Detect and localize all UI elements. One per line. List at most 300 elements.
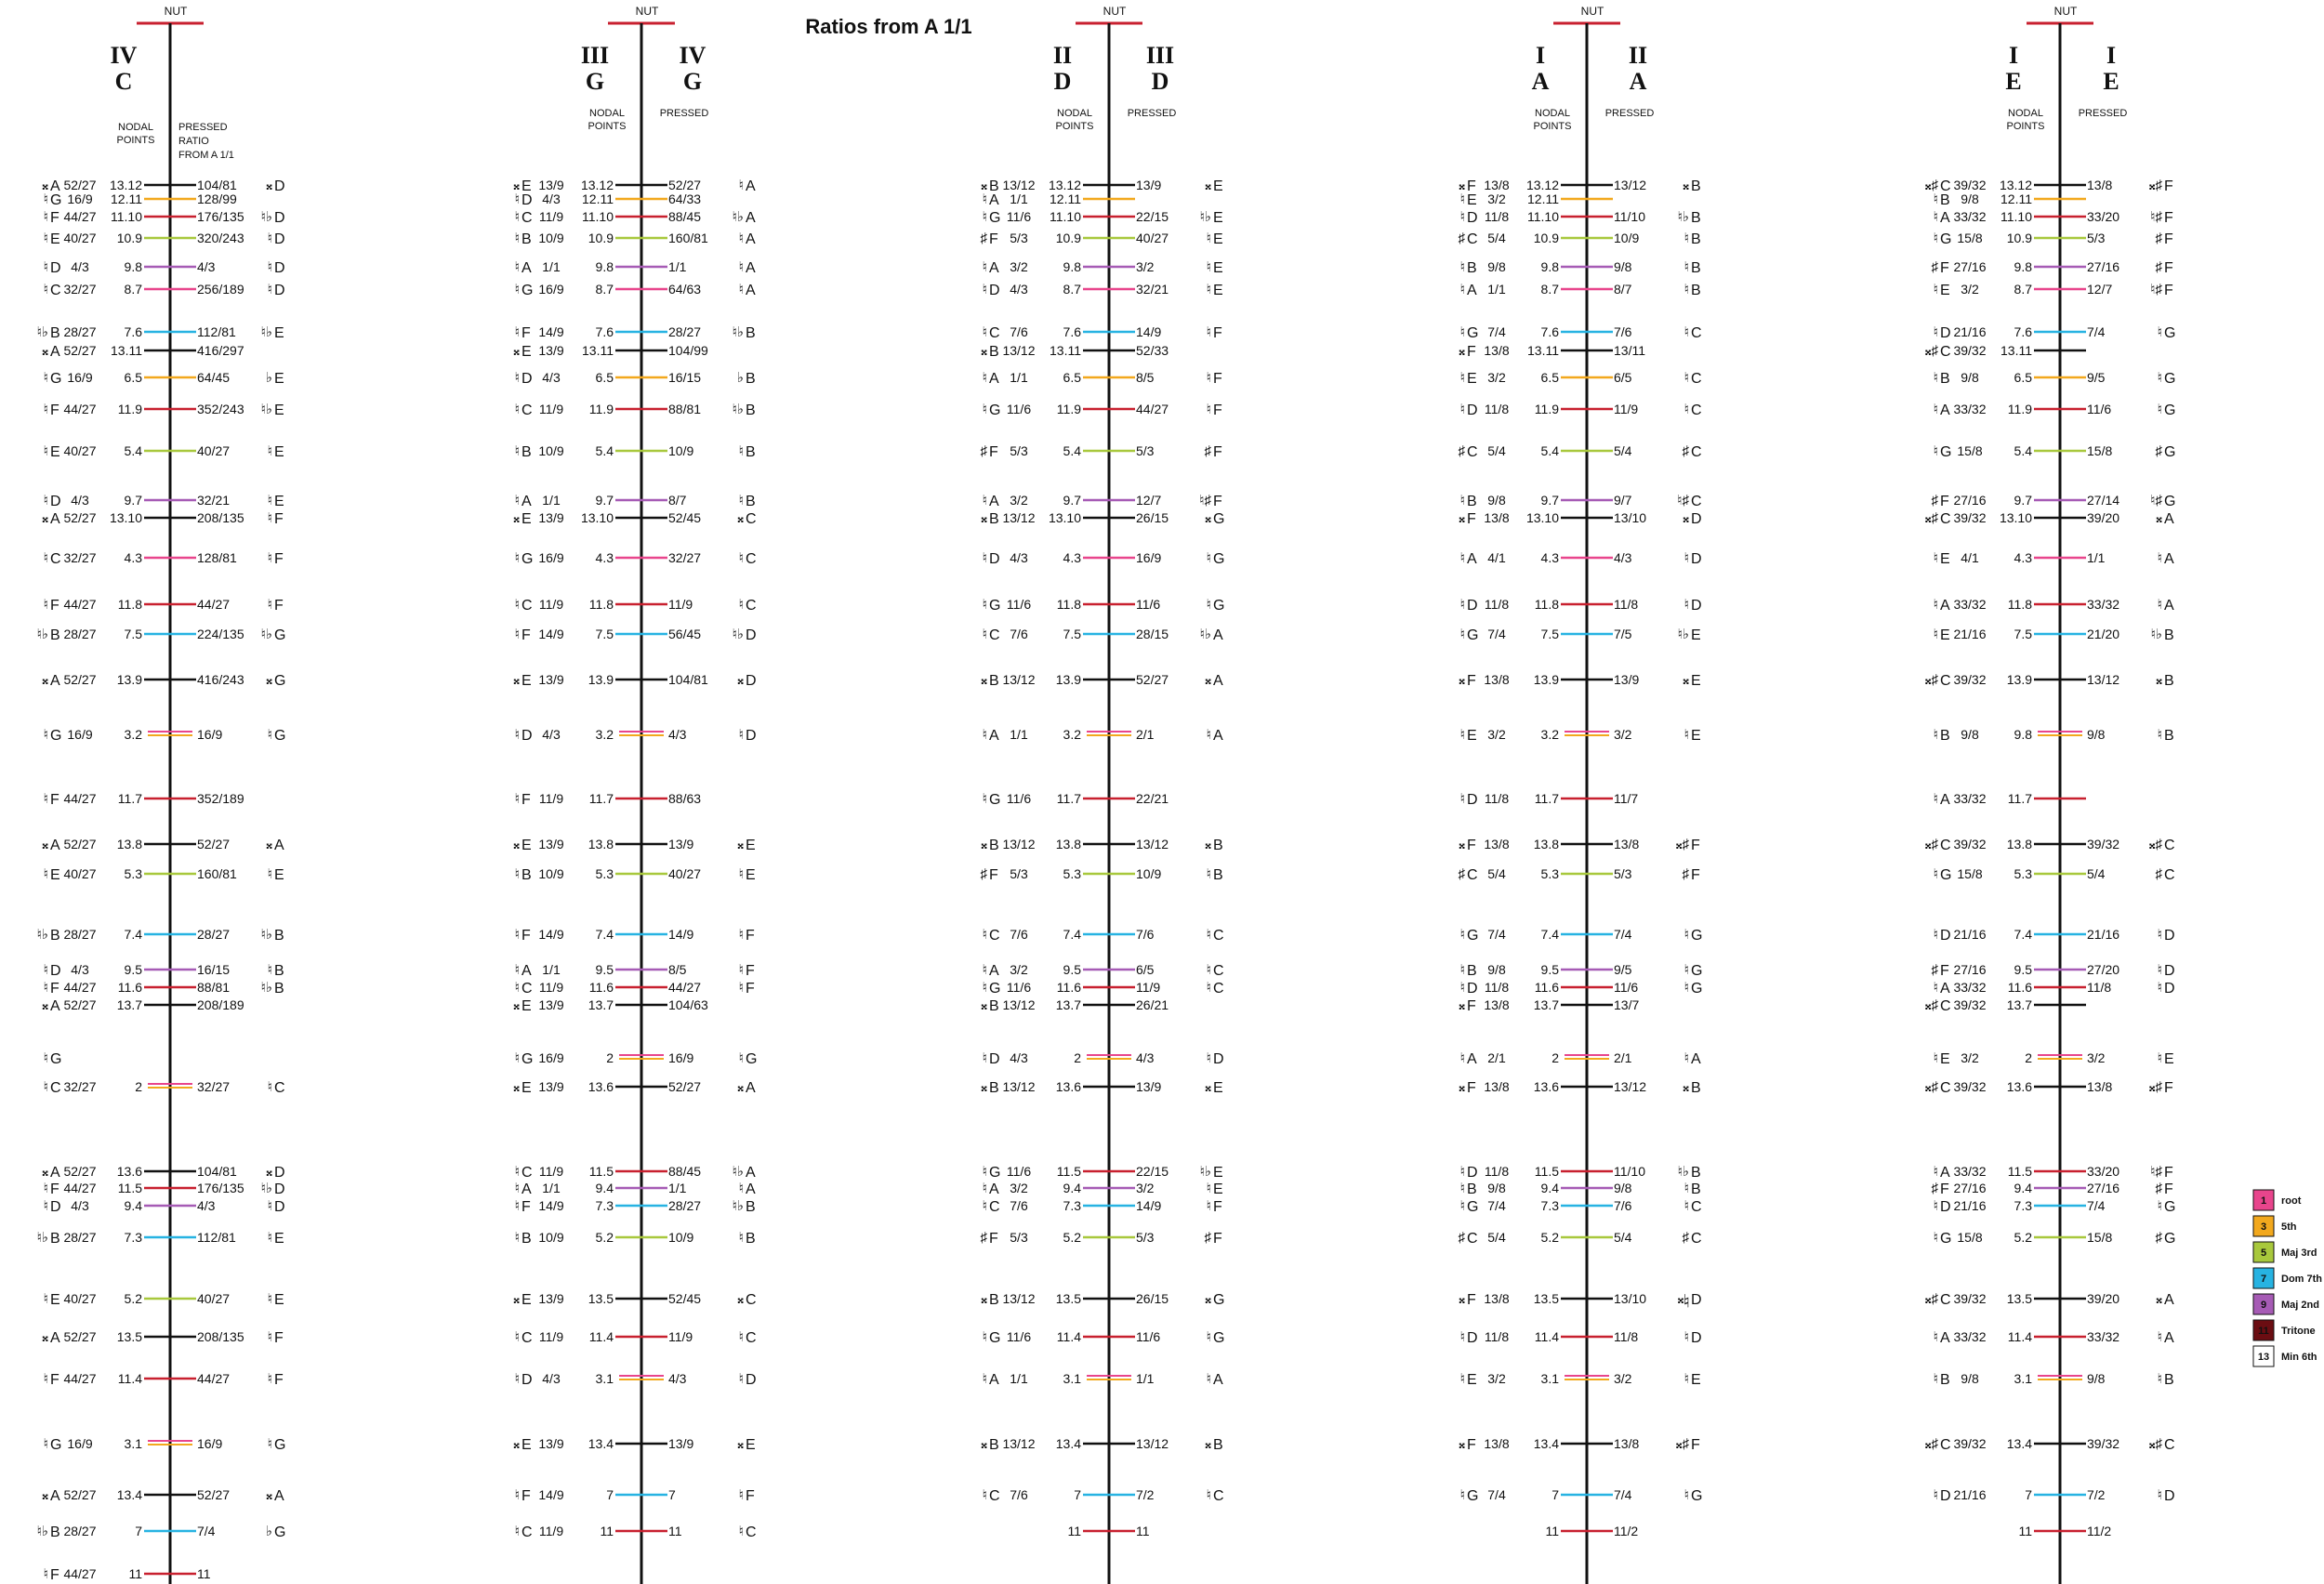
pressed-ratio: 32/21 xyxy=(197,493,231,508)
nodal-row xyxy=(513,343,708,360)
left-accidental: ♮ xyxy=(1933,231,1938,246)
left-note: G xyxy=(989,210,1001,226)
nodal-row xyxy=(981,997,1169,1014)
left-accidental: ♮ xyxy=(43,1566,48,1582)
pressed-ratio: 11/2 xyxy=(2087,1524,2112,1538)
nodal-row xyxy=(983,1371,1223,1388)
nodal-point: 13.11 xyxy=(2000,343,2032,358)
right-note: E xyxy=(2164,1051,2174,1067)
left-accidental: 𝄪♯ xyxy=(1924,510,1938,526)
nodal-row xyxy=(983,962,1224,979)
left-note: E xyxy=(50,444,60,460)
open-string-ratio: 11/9 xyxy=(538,209,564,224)
open-string-ratio: 13/12 xyxy=(1002,510,1036,525)
nodal-point: 7.6 xyxy=(2014,324,2032,339)
right-accidental: ♮ xyxy=(1684,927,1689,943)
nodal-row xyxy=(515,1487,755,1504)
left-accidental: 𝄪 xyxy=(1459,510,1465,526)
nodal-row xyxy=(983,597,1225,614)
nodal-point: 7.5 xyxy=(1063,627,1081,641)
nodal-point: 3.1 xyxy=(1063,1371,1081,1386)
nodal-row xyxy=(1934,1230,2176,1247)
left-note: F xyxy=(50,1567,59,1583)
open-string-ratio: 4/3 xyxy=(71,962,89,977)
pressed-ratio: 13/8 xyxy=(1614,1436,1640,1451)
left-note: F xyxy=(50,792,59,808)
pressed-ratio: 11/6 xyxy=(2087,402,2112,416)
pressed-ratio: 88/45 xyxy=(668,209,702,224)
nodal-row xyxy=(37,1524,286,1540)
left-string-letter: E xyxy=(2005,68,2022,95)
right-accidental: ♮ xyxy=(267,597,272,613)
nodal-point: 10.9 xyxy=(588,231,614,245)
left-accidental: 𝄪 xyxy=(42,672,48,688)
nodal-point: 5.3 xyxy=(595,866,614,881)
right-note: B xyxy=(746,1231,756,1247)
nodal-point: 9.4 xyxy=(2014,1181,2032,1195)
pressed-ratio: 9/5 xyxy=(2087,370,2106,385)
nodal-point: 7.5 xyxy=(2014,627,2032,641)
open-string-ratio: 11/9 xyxy=(538,1329,564,1344)
nodal-points-header: NODAL xyxy=(589,108,625,119)
nodal-row xyxy=(983,191,1135,208)
left-accidental: ♮ xyxy=(1933,791,1938,807)
right-accidental: ♮ xyxy=(1206,1487,1211,1503)
right-note: C xyxy=(746,511,757,527)
right-accidental: ♮ xyxy=(2157,550,2162,566)
open-string-ratio: 52/27 xyxy=(63,1329,97,1344)
left-note: F xyxy=(989,1231,998,1247)
right-note: G xyxy=(2164,1231,2176,1247)
pressed-ratio: 64/63 xyxy=(668,282,702,297)
open-string-ratio: 9/8 xyxy=(1961,1371,1979,1386)
right-note: D xyxy=(1213,1051,1224,1067)
open-string-ratio: 13/8 xyxy=(1484,672,1510,687)
open-string-ratio: 11/6 xyxy=(1006,1329,1032,1344)
left-accidental: ♯ xyxy=(1931,493,1938,508)
right-note: B xyxy=(1213,1437,1223,1453)
open-string-ratio: 10/9 xyxy=(538,866,564,881)
right-note: F xyxy=(2164,231,2173,247)
right-note: B xyxy=(746,494,756,509)
right-accidental: 𝄪 xyxy=(2156,1291,2162,1307)
left-note: B xyxy=(1940,371,1950,387)
nodal-row xyxy=(1932,493,2176,509)
left-accidental: ♮ xyxy=(43,1181,48,1196)
nodal-point: 5.3 xyxy=(2014,866,2032,881)
pressed-ratio: 320/243 xyxy=(197,231,244,245)
right-note: D xyxy=(274,283,285,298)
left-accidental: 𝄪 xyxy=(1459,672,1465,688)
nodal-point: 7.5 xyxy=(124,627,142,641)
right-accidental: 𝄪 xyxy=(1205,1079,1211,1095)
nodal-point: 11 xyxy=(600,1524,614,1538)
right-note: C xyxy=(2164,838,2175,853)
left-note: E xyxy=(522,344,532,360)
open-string-ratio: 11/9 xyxy=(538,980,564,995)
pressed-ratio: 4/3 xyxy=(1614,550,1632,565)
right-note: E xyxy=(746,867,756,883)
left-note: D xyxy=(1467,981,1478,997)
left-note: A xyxy=(50,511,60,527)
right-accidental: ♮ xyxy=(738,1487,744,1503)
left-accidental: ♮ xyxy=(982,962,987,978)
left-accidental: ♮ xyxy=(43,443,48,459)
open-string-ratio: 13/8 xyxy=(1484,1079,1510,1094)
left-accidental: ♮ xyxy=(982,1198,987,1214)
nodal-row xyxy=(515,282,756,298)
nodal-row xyxy=(44,1291,284,1308)
left-note: G xyxy=(1467,1488,1479,1504)
pressed-ratio: 32/21 xyxy=(1136,282,1169,297)
right-note: C xyxy=(1691,1199,1702,1215)
left-note: C xyxy=(1940,838,1951,853)
left-note: F xyxy=(522,1199,531,1215)
left-note: F xyxy=(50,1372,59,1388)
nodal-point: 5.2 xyxy=(1063,1230,1081,1245)
pressed-ratio: 112/81 xyxy=(197,1230,236,1245)
open-string-ratio: 44/27 xyxy=(63,980,97,995)
left-accidental: ♮ xyxy=(982,282,987,297)
right-accidental: ♮♭ xyxy=(732,209,744,225)
string-panel-1 xyxy=(37,5,286,1584)
right-note: D xyxy=(274,260,285,276)
open-string-ratio: 52/27 xyxy=(63,510,97,525)
left-note: D xyxy=(522,371,533,387)
pressed-ratio: 52/33 xyxy=(1136,343,1169,358)
left-accidental: ♮ xyxy=(43,791,48,807)
right-string-numeral: I xyxy=(2106,42,2117,69)
left-note: C xyxy=(989,1488,1000,1504)
open-string-ratio: 52/27 xyxy=(63,1164,97,1179)
left-note: A xyxy=(989,494,999,509)
nodal-point: 13.10 xyxy=(1999,510,2032,525)
left-note: D xyxy=(1467,403,1478,418)
nodal-point: 13.10 xyxy=(580,510,614,525)
nodal-point: 11.6 xyxy=(117,980,142,995)
right-accidental: ♮ xyxy=(1684,402,1689,417)
nodal-row xyxy=(44,1436,286,1453)
nodal-row xyxy=(42,343,244,360)
left-note: F xyxy=(989,231,998,247)
nodal-point: 9.4 xyxy=(1063,1181,1081,1195)
left-accidental: 𝄪 xyxy=(42,1329,48,1345)
left-note: C xyxy=(522,210,533,226)
nodal-point: 13.11 xyxy=(111,343,142,358)
pressed-header: PRESSED xyxy=(659,108,709,119)
left-accidental: ♮ xyxy=(43,493,48,508)
open-string-ratio: 4/3 xyxy=(71,259,89,274)
nodal-point: 7.6 xyxy=(1063,324,1081,339)
right-note: F xyxy=(1213,325,1222,341)
nodal-row xyxy=(1925,837,2175,853)
left-note: C xyxy=(522,981,533,997)
right-accidental: ♮ xyxy=(1206,324,1211,340)
left-accidental: ♮ xyxy=(514,402,520,417)
nodal-point: 13.6 xyxy=(116,1164,142,1179)
right-note: C xyxy=(2164,1437,2175,1453)
pressed-ratio: 56/45 xyxy=(668,627,702,641)
left-accidental: ♮ xyxy=(1459,1164,1465,1180)
pressed-ratio: 11 xyxy=(197,1566,211,1581)
nodal-row xyxy=(983,324,1222,341)
left-note: F xyxy=(1940,963,1949,979)
open-string-ratio: 39/32 xyxy=(1953,837,1987,851)
open-string-ratio: 44/27 xyxy=(63,791,97,806)
left-accidental: ♮ xyxy=(1459,209,1465,225)
right-accidental: ♮ xyxy=(1684,1487,1689,1503)
right-accidental: ♮ xyxy=(1684,1371,1689,1387)
pressed-ratio: 12/7 xyxy=(2087,282,2113,297)
pressed-ratio: 44/27 xyxy=(197,597,231,612)
pressed-ratio: 14/9 xyxy=(668,927,694,942)
right-note: F xyxy=(274,1372,284,1388)
left-note: B xyxy=(989,1292,999,1308)
right-accidental: ♮ xyxy=(2157,1371,2162,1387)
right-note: D xyxy=(746,673,757,689)
pressed-ratio: 14/9 xyxy=(1136,1198,1162,1213)
nodal-row xyxy=(44,727,286,744)
pressed-ratio: 16/9 xyxy=(197,1436,223,1451)
pressed-ratio: 13/8 xyxy=(2087,1079,2113,1094)
left-accidental: ♮ xyxy=(1459,493,1465,508)
left-accidental: ♮ xyxy=(1933,1329,1938,1345)
left-note: B xyxy=(989,344,999,360)
nodal-point: 2 xyxy=(2025,1050,2032,1065)
nodal-point: 13.4 xyxy=(2006,1436,2032,1451)
open-string-ratio: 39/32 xyxy=(1953,1291,1987,1306)
left-accidental: ♮ xyxy=(43,1079,48,1095)
open-string-ratio: 7/6 xyxy=(1010,927,1028,942)
left-accidental: ♮ xyxy=(43,1371,48,1387)
left-accidental: 𝄪 xyxy=(981,343,987,359)
left-note: E xyxy=(522,838,532,853)
legend-label: Maj 3rd xyxy=(2281,1247,2317,1259)
nut-label: NUT xyxy=(635,5,659,18)
left-accidental: ♮ xyxy=(982,1050,987,1066)
left-accidental: ♮ xyxy=(982,597,987,613)
nodal-row xyxy=(515,493,756,509)
left-note: B xyxy=(989,838,999,853)
nodal-point: 6.5 xyxy=(2014,370,2032,385)
nodal-point: 11.8 xyxy=(2007,597,2032,612)
nodal-row xyxy=(515,259,756,276)
nodal-row xyxy=(983,493,1222,509)
pressed-ratio: 11/10 xyxy=(1614,209,1645,224)
right-accidental: ♮ xyxy=(1684,324,1689,340)
open-string-ratio: 1/1 xyxy=(1487,282,1506,297)
open-string-ratio: 10/9 xyxy=(538,443,564,458)
left-accidental: ♮ xyxy=(514,1181,520,1196)
left-note: B xyxy=(522,1231,532,1247)
left-accidental: ♮ xyxy=(43,209,48,225)
nodal-row xyxy=(983,1050,1224,1067)
pressed-ratio: 7/2 xyxy=(2087,1487,2106,1502)
open-string-ratio: 11/8 xyxy=(1484,209,1510,224)
right-accidental: ♮ xyxy=(1684,1198,1689,1214)
right-accidental: 𝄪♯ xyxy=(2148,837,2162,852)
left-accidental: 𝄪 xyxy=(981,837,987,852)
nodal-point: 7.5 xyxy=(1540,627,1559,641)
right-note: F xyxy=(1691,1437,1700,1453)
right-note: F xyxy=(1213,371,1222,387)
left-accidental: 𝄪♯ xyxy=(1924,672,1938,688)
left-note: C xyxy=(50,1080,61,1096)
right-accidental: ♮ xyxy=(738,927,744,943)
open-string-ratio: 4/3 xyxy=(542,191,561,206)
open-string-ratio: 9/8 xyxy=(1487,962,1506,977)
open-string-ratio: 10/9 xyxy=(538,231,564,245)
right-note: F xyxy=(2164,210,2173,226)
right-note: B xyxy=(1213,867,1223,883)
nodal-point: 2 xyxy=(1552,1050,1559,1065)
nodal-row xyxy=(1460,282,1701,298)
nodal-point: 12.11 xyxy=(582,191,614,206)
left-note: C xyxy=(989,1199,1000,1215)
right-accidental: ♮♭ xyxy=(260,209,272,225)
nodal-point: 10.9 xyxy=(1533,231,1559,245)
nodal-point: 13.8 xyxy=(588,837,614,851)
left-accidental: ♮ xyxy=(43,402,48,417)
nodal-point: 13.9 xyxy=(2006,672,2032,687)
right-accidental: ♮ xyxy=(1206,1050,1211,1066)
right-accidental: ♮ xyxy=(267,1079,272,1095)
left-note: B xyxy=(1467,1181,1477,1197)
right-note: G xyxy=(1213,511,1225,527)
nodal-point: 7.3 xyxy=(1063,1198,1081,1213)
left-note: D xyxy=(1467,210,1478,226)
right-note: F xyxy=(2164,260,2173,276)
left-note: E xyxy=(1467,192,1477,208)
open-string-ratio: 33/32 xyxy=(1953,980,1987,995)
right-accidental: ♮ xyxy=(2157,324,2162,340)
right-note: F xyxy=(1213,1199,1222,1215)
left-accidental: ♮♭ xyxy=(36,324,48,340)
nodal-row xyxy=(983,1487,1224,1504)
nodal-point: 11.6 xyxy=(2007,980,2032,995)
left-note: E xyxy=(1940,283,1950,298)
open-string-ratio: 21/16 xyxy=(1953,1487,1987,1502)
left-note: B xyxy=(522,444,532,460)
left-note: E xyxy=(1940,627,1950,643)
open-string-ratio: 52/27 xyxy=(63,997,97,1012)
right-accidental: 𝄪 xyxy=(737,1079,744,1095)
open-string-ratio: 33/32 xyxy=(1953,597,1987,612)
pressed-ratio: 44/27 xyxy=(1136,402,1169,416)
nodal-point: 7.3 xyxy=(595,1198,614,1213)
left-accidental: 𝄪 xyxy=(513,1436,520,1452)
right-accidental: ♮♭ xyxy=(260,980,272,996)
nodal-row xyxy=(513,510,756,527)
pressed-ratio: 13/10 xyxy=(1614,510,1647,525)
left-note: A xyxy=(1940,981,1950,997)
pressed-ratio: 27/14 xyxy=(2087,493,2120,508)
legend-item xyxy=(2253,1294,2319,1314)
nodal-points-header: NODAL xyxy=(2008,108,2043,119)
nodal-point: 11.7 xyxy=(1534,791,1559,806)
nodal-row xyxy=(1934,597,2174,614)
left-note: A xyxy=(522,1181,532,1197)
left-accidental: ♮ xyxy=(43,1198,48,1214)
nodal-point: 11.6 xyxy=(588,980,614,995)
left-note: G xyxy=(1940,444,1952,460)
left-note: D xyxy=(1467,1330,1478,1346)
left-note: C xyxy=(1467,867,1478,883)
right-accidental: ♮ xyxy=(267,1198,272,1214)
open-string-ratio: 7/6 xyxy=(1010,1198,1028,1213)
open-string-ratio: 27/16 xyxy=(1953,259,1987,274)
left-note: F xyxy=(1467,1080,1476,1096)
right-accidental: ♮ xyxy=(2157,1050,2162,1066)
right-accidental: ♮ xyxy=(738,443,744,459)
nodal-point: 7.6 xyxy=(1540,324,1559,339)
pressed-ratio: 3/2 xyxy=(1136,1181,1155,1195)
left-accidental: ♮ xyxy=(514,231,520,246)
left-accidental: ♯ xyxy=(980,231,987,246)
right-note: E xyxy=(1213,1181,1223,1197)
left-note: A xyxy=(50,1165,60,1181)
nodal-row xyxy=(1925,343,2086,360)
open-string-ratio: 33/32 xyxy=(1953,1164,1987,1179)
open-string-ratio: 11/8 xyxy=(1484,402,1510,416)
pressed-ratio: 13/9 xyxy=(1614,672,1640,687)
legend-number: 7 xyxy=(2260,1274,2267,1285)
open-string-ratio: 15/8 xyxy=(1957,1230,1983,1245)
nodal-point: 5.4 xyxy=(2014,443,2032,458)
left-accidental: ♮ xyxy=(514,1371,520,1387)
left-note: F xyxy=(1467,838,1476,853)
open-string-ratio: 11/6 xyxy=(1006,980,1032,995)
nodal-row xyxy=(44,1181,285,1197)
nodal-point: 7.3 xyxy=(1540,1198,1559,1213)
left-note: C xyxy=(50,283,61,298)
nodal-point: 3.2 xyxy=(595,727,614,742)
left-string-letter: D xyxy=(1053,68,1072,95)
right-note: F xyxy=(1691,867,1700,883)
right-note: G xyxy=(1213,551,1225,567)
left-note: C xyxy=(1467,444,1478,460)
left-note: G xyxy=(522,551,534,567)
right-note: D xyxy=(1691,511,1702,527)
right-accidental: 𝄪 xyxy=(1205,837,1211,852)
open-string-ratio: 13/12 xyxy=(1002,837,1036,851)
left-accidental: ♮ xyxy=(43,866,48,882)
left-accidental: ♮ xyxy=(43,259,48,275)
open-string-ratio: 39/32 xyxy=(1953,672,1987,687)
nodal-row xyxy=(513,672,756,689)
left-note: G xyxy=(1467,928,1479,944)
left-accidental: ♮ xyxy=(514,627,520,642)
nodal-row xyxy=(983,791,1169,808)
nodal-row xyxy=(983,1164,1223,1181)
open-string-ratio: 7/4 xyxy=(1487,627,1506,641)
right-note: A xyxy=(2164,551,2174,567)
nodal-point: 9.7 xyxy=(1063,493,1081,508)
left-accidental: 𝄪 xyxy=(1459,997,1465,1013)
left-note: C xyxy=(1467,1231,1478,1247)
nodal-row xyxy=(1459,997,1639,1014)
right-accidental: ♯ xyxy=(2155,443,2162,459)
open-string-ratio: 13/9 xyxy=(538,672,564,687)
left-accidental: 𝄪 xyxy=(1459,1079,1465,1095)
nodal-point: 13.12 xyxy=(1525,178,1559,192)
right-note: E xyxy=(274,325,284,341)
left-accidental: 𝄪 xyxy=(1459,178,1465,193)
right-accidental: 𝄪 xyxy=(266,178,272,193)
left-accidental: ♯ xyxy=(980,443,987,459)
right-accidental: 𝄪 xyxy=(1683,178,1689,193)
nodal-row xyxy=(1934,866,2175,883)
